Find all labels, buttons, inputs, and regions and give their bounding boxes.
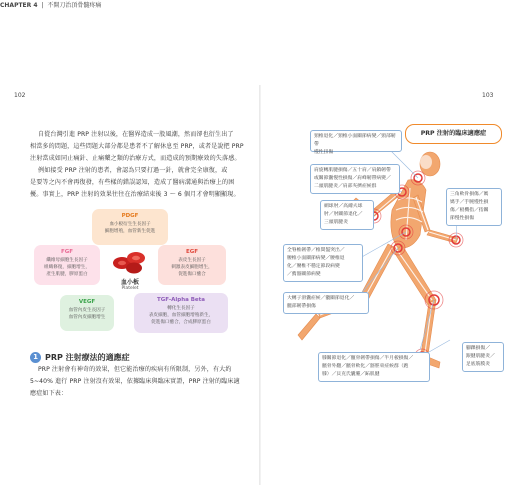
indication-line: 傷／板機指／指關 xyxy=(450,208,489,213)
indication-line: 肩旋轉肌腱損傷／五十肩／肩鎖韌帶 xyxy=(314,168,391,173)
intro-line: 擾。事實上，PRP 注射的效果往往在治療結束後 3 ～ 6 個月才會明顯顯現。 xyxy=(30,191,240,198)
egf-desc: 表皮生長因子 xyxy=(178,258,206,263)
pdgf-title: PDGF xyxy=(121,213,139,219)
indication-elbow xyxy=(320,200,374,230)
indication-line: 大轉子滑囊症候／髖關節退化／ xyxy=(287,296,355,301)
indication-line: 三角軟骨損傷／媽 xyxy=(450,192,489,197)
indication-line: 化／腰椎不穩定節段病變 xyxy=(287,264,340,269)
indication-line: 媽手／手腕慢性損 xyxy=(450,200,489,205)
intro-line: 相當多的問題，這些問題大部分都是患者不了解休息至 PRP，或者是說把 PRP xyxy=(30,143,244,150)
left-page-number: 102 xyxy=(14,92,26,99)
chapter-title: 不開刀治頂骨髓疼痛 xyxy=(47,2,102,9)
clinical-indications-badge: PRP 注射的臨床適應症 xyxy=(405,124,502,144)
platelet-subtitle: Platelet xyxy=(121,286,139,291)
tgf-desc: 表皮細胞，血管細胞增殖新生， xyxy=(148,313,214,318)
indication-line: 三頭肌腱炎 xyxy=(324,220,348,225)
fgf-node xyxy=(34,245,100,285)
intro-line: 注射當成如同止痛針、止痛藥之類的治療方式，而造成的預期療效的失落感。 xyxy=(30,155,241,162)
vegf-title: VEGF xyxy=(78,299,96,305)
page-gutter xyxy=(259,85,261,485)
growth-factor-diagram xyxy=(30,205,230,340)
intro-text xyxy=(30,129,245,201)
egf-node xyxy=(158,245,226,285)
tgf-node xyxy=(134,293,228,333)
pdgf-desc: 血小板衍生生長因子 xyxy=(109,222,151,227)
intro-line: 自從台灣引進 PRP 注射以後，在醫界造成一股風潮，然而卻也衍生出了 xyxy=(38,131,234,138)
indication-line: 髖部韌帶損傷 xyxy=(287,304,316,309)
platelet-icon xyxy=(110,247,150,277)
tgf-title: TGF-Alpha Beta xyxy=(156,297,206,303)
indication-knee xyxy=(318,352,430,382)
right-page-number: 103 xyxy=(482,92,494,99)
indication-wrist xyxy=(446,188,502,226)
indication-line: 髕骨外翻／髕骨軟化／髂脛束症候群（跑 xyxy=(322,364,409,369)
egf-title: EGF xyxy=(185,249,199,255)
tgf-desc: 轉化生長因子 xyxy=(167,306,195,311)
fgf-desc: 產生肌腱，膠原蛋白 xyxy=(46,272,88,277)
vegf-desc: 血管內皮生長因子 xyxy=(68,308,106,313)
egf-desc: 促進傷口癒合 xyxy=(178,272,206,277)
platelet-title: 血小板 xyxy=(120,279,139,286)
indication-ankle xyxy=(462,342,504,372)
indication-spine xyxy=(283,244,363,282)
indication-line: 二頭肌腱炎／肩部夾擠症候群 xyxy=(314,184,377,189)
indication-line: 頸椎退化／頸椎小面關節病變／頸部韌帶 xyxy=(314,134,396,147)
pdgf-node xyxy=(92,209,168,245)
indication-line: 膝）／貝克氏囊腫／跖肌腱 xyxy=(322,372,380,377)
section-heading xyxy=(30,352,130,363)
platelet-label xyxy=(110,277,150,291)
section-number: 1 xyxy=(30,352,41,363)
section-title: PRP 注射療法的適應症 xyxy=(45,353,130,362)
chapter-header: CHAPTER 4 | 不開刀治頂骨髓疼痛 xyxy=(0,2,102,9)
tgf-desc: 促進傷口癒合，合成膠原蛋白 xyxy=(151,320,211,325)
indication-line: 跟腱肌腱炎／ xyxy=(466,354,495,359)
indication-line: 肘／肘關節退化／ xyxy=(324,212,363,217)
fgf-desc: 纖維母細胞生長因子 xyxy=(46,258,88,263)
egf-desc: 刺激表皮細胞增生， xyxy=(171,265,213,270)
intro-line: 是要等之內不會再復發，有些樣的錯誤認知，造成了醫病溝通與治療上的困 xyxy=(30,179,235,186)
fgf-title: FGF xyxy=(60,249,74,255)
section-line: PRP 注射會有神奇的效果，但它能治療的疾病有所限制，另外，有大約 xyxy=(38,366,232,373)
indication-line: ／薦髂關節病變 xyxy=(287,272,321,277)
indication-hip xyxy=(283,292,369,314)
fgf-desc: 組織修復，細胞增生， xyxy=(44,265,90,270)
indication-shoulder xyxy=(310,164,400,194)
vegf-desc: 血管內皮細胞增生 xyxy=(68,315,106,320)
indication-neck xyxy=(310,130,402,155)
intro-line: 例如接受 PRP 注射的患者，會認為只要打過一針，就會完全康復，或 xyxy=(38,167,228,174)
indication-line: 節慢性損傷 xyxy=(450,216,474,221)
indication-line: 膝關節退化／髕骨韌帶損傷／半月板損傷／ xyxy=(322,356,414,361)
indication-line: 慢性扭傷 xyxy=(314,150,334,155)
indication-line: 腰椎小面關節病變／腰椎退 xyxy=(287,256,345,261)
indication-line: 網球肘／高爾夫球 xyxy=(324,204,363,209)
indication-line: 全脊椎韌帶／椎間盤突出／ xyxy=(287,248,345,253)
chapter-label: CHAPTER 4 xyxy=(0,2,38,9)
indication-line: 腳踝損傷／ xyxy=(466,346,490,351)
section-text xyxy=(30,364,245,400)
indication-line: 足底筋膜炎 xyxy=(466,362,490,367)
vegf-node xyxy=(60,295,114,331)
section-line: 5~40% 進行 PRP 注射沒有效果，依據臨床與臨床實證，PRP 注射的臨床適 xyxy=(30,378,240,385)
indication-line: 或關節囊慢性損傷／肩峰韌帶病變／ xyxy=(314,176,391,181)
pdgf-desc: 細胞增殖，血管新生促進 xyxy=(104,229,156,234)
section-line: 應症如下表： xyxy=(30,390,68,397)
